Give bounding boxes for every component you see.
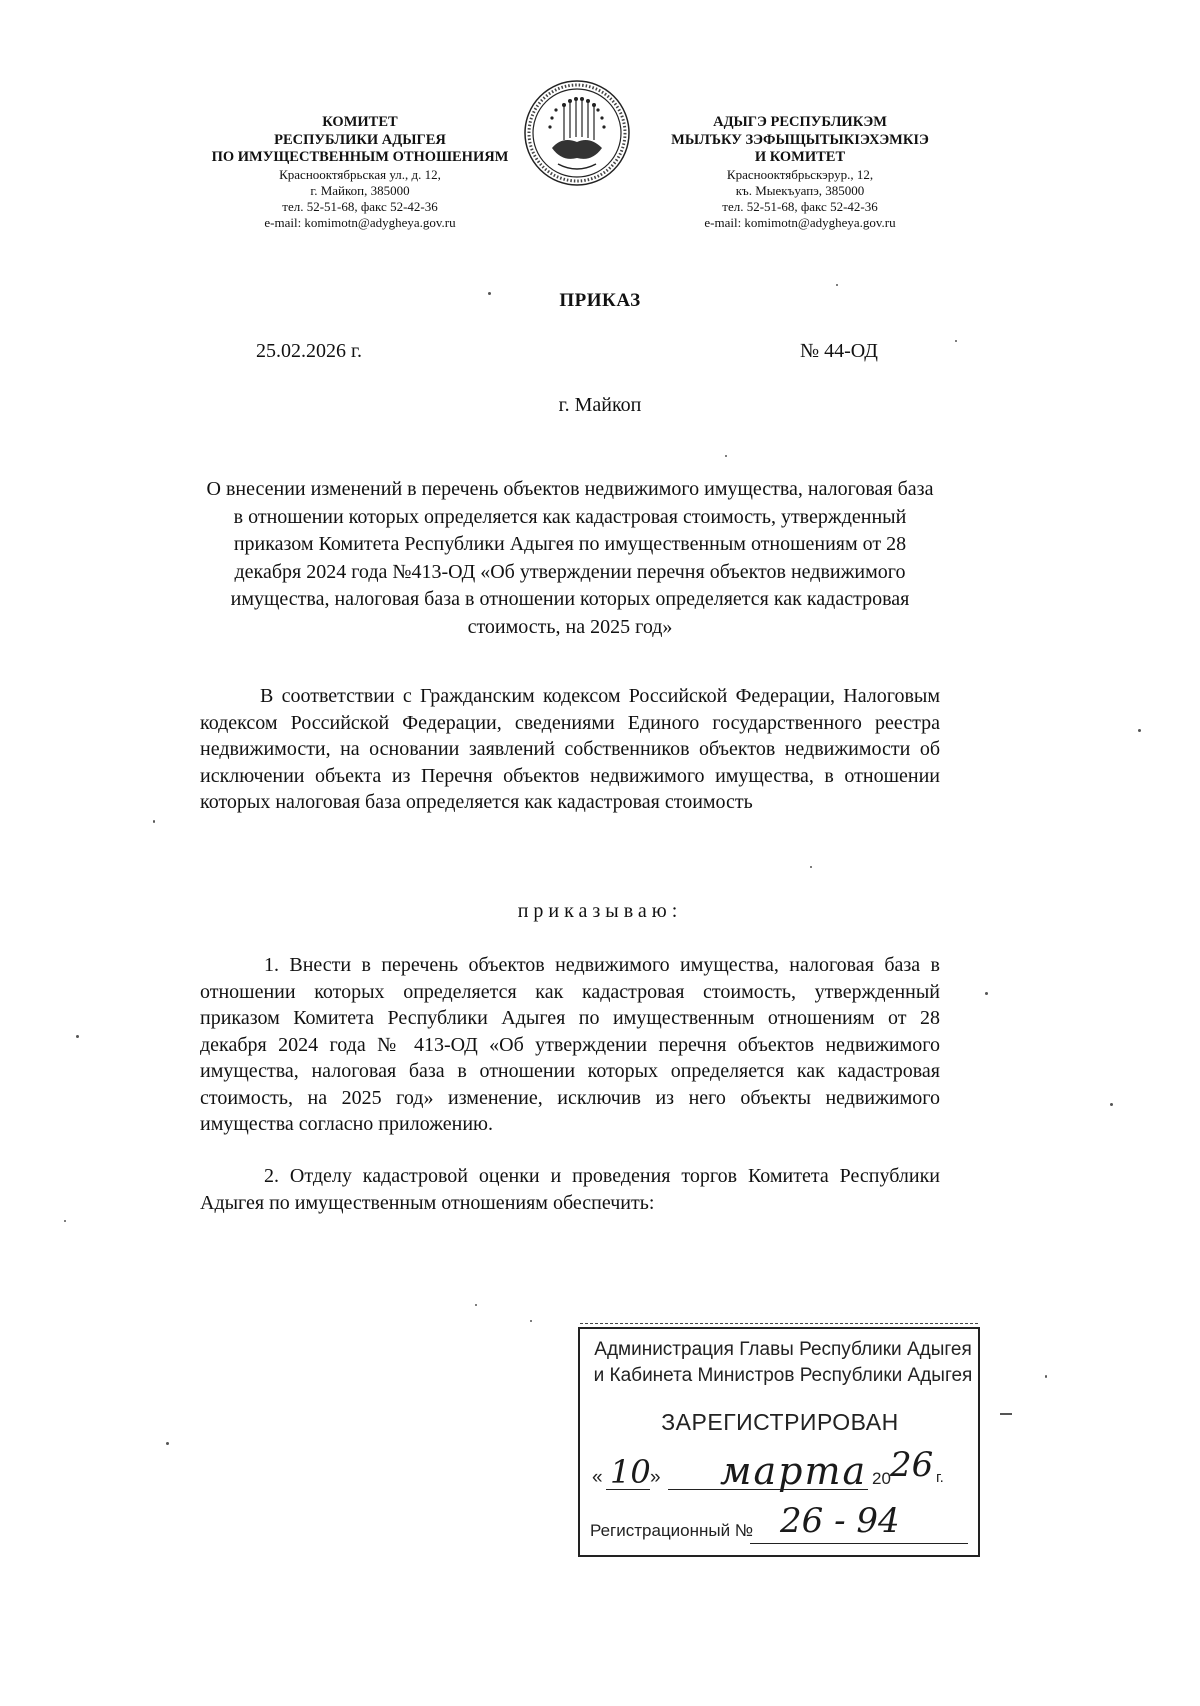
scan-speck bbox=[810, 866, 812, 868]
scan-speck bbox=[530, 1320, 532, 1322]
stamp-org-line1: Администрация Главы Республики Адыгея bbox=[594, 1339, 972, 1360]
stamp-quote-close: » bbox=[650, 1467, 661, 1488]
right-header-line1: АДЫГЭ РЕСПУБЛИКЭМ bbox=[713, 114, 887, 130]
stamp-registered-label: ЗАРЕГИСТРИРОВАН bbox=[661, 1409, 899, 1435]
right-header-address2: къ. Мыекъуапэ, 385000 bbox=[735, 182, 865, 198]
stamp-org-line2: и Кабинета Министров Республики Адыгея bbox=[593, 1365, 973, 1386]
left-header-line1: КОМИТЕТ bbox=[322, 114, 398, 130]
document-subject: О внесении изменений в перечень объектов недвижимого имущества, налоговая база в отношении которых определяется как кадастровая стоимость, утвержденный приказом Комитета Республики Адыгея по имущественным отношениям от 28 декабря 2024 года №413-ОД «Об утверждении перечня объектов недвижимого имущества, налоговая база в отношении которых определяется как кадастровая стоимость, на 2025 год» bbox=[206, 478, 934, 638]
scan-speck bbox=[725, 455, 727, 457]
right-header-address1: Краснооктябрьскэрур., 12, bbox=[726, 167, 874, 183]
order-item-1: 1. Внести в перечень объектов недвижимого имущества, налоговая база в отношении которых определяется как кадастровая стоимость, утвержденный приказом Комитета Республики Адыгея по имущественным отношениям от 28 декабря 2024 года № 413-ОД «Об утверждении перечня объектов недвижимого имущества, налоговая база в отношении которых определяется как кадастровая стоимость, на 2025 год» изменение, исключив из него объекты недвижимого имущества согласно приложению. bbox=[200, 954, 940, 1135]
left-header-line2: РЕСПУБЛИКИ АДЫГЕЯ bbox=[274, 131, 446, 148]
left-header-phone: тел. 52-51-68, факс 52-42-36 bbox=[282, 198, 438, 214]
document-date: 25.02.2026 г. bbox=[256, 340, 362, 362]
stamp-reg-label: Регистрационный № bbox=[590, 1521, 754, 1540]
stamp-year-unit: г. bbox=[936, 1469, 944, 1486]
scan-speck bbox=[1000, 1413, 1012, 1415]
right-header-line2: МЫЛЪКУ ЗЭФЫЩЫТЫКІЭХЭМКІЭ bbox=[671, 131, 929, 148]
document-number: № 44-ОД bbox=[800, 340, 878, 362]
right-header-block bbox=[640, 114, 960, 231]
scan-speck bbox=[1138, 729, 1141, 732]
scan-speck bbox=[1110, 1103, 1113, 1106]
scan-speck bbox=[955, 340, 957, 342]
order-word: приказываю: bbox=[517, 900, 683, 922]
stamp-day-underline bbox=[606, 1489, 650, 1490]
left-header-block bbox=[195, 114, 525, 231]
left-header-address2: г. Майкоп, 385000 bbox=[310, 182, 410, 198]
stamp-day-handwritten: 10 bbox=[610, 1453, 651, 1491]
scan-speck bbox=[64, 1220, 66, 1222]
stamp-reg-underline bbox=[750, 1543, 968, 1544]
registration-stamp bbox=[578, 1327, 980, 1557]
coat-of-arms-emblem bbox=[522, 78, 632, 188]
scan-speck bbox=[836, 284, 838, 286]
scan-speck bbox=[1045, 1375, 1047, 1378]
document-city: г. Майкоп bbox=[558, 394, 642, 416]
scan-speck bbox=[76, 1035, 79, 1038]
scan-speck bbox=[166, 1442, 169, 1445]
left-header-address1: Краснооктябрьская ул., д. 12, bbox=[279, 167, 441, 183]
stamp-reg-number-handwritten: 26 - 94 bbox=[780, 1501, 900, 1541]
scan-speck bbox=[488, 292, 491, 295]
left-header-line3: ПО ИМУЩЕСТВЕННЫМ ОТНОШЕНИЯМ bbox=[211, 149, 509, 166]
document-title: ПРИКАЗ bbox=[559, 290, 641, 311]
stamp-month-handwritten: марта bbox=[720, 1449, 868, 1493]
scan-speck bbox=[985, 992, 988, 995]
scan-speck bbox=[153, 820, 155, 823]
stamp-year-handwritten: 26 bbox=[890, 1445, 934, 1485]
scan-speck bbox=[475, 1304, 477, 1306]
stamp-year-prefix: 20 bbox=[872, 1469, 891, 1488]
right-header-phone: тел. 52-51-68, факс 52-42-36 bbox=[722, 198, 878, 214]
stamp-quote-open: « bbox=[592, 1467, 603, 1488]
right-header-line3: И КОМИТЕТ bbox=[754, 149, 846, 166]
left-header-email: e-mail: komimotn@adygheya.gov.ru bbox=[264, 214, 456, 230]
preamble-paragraph: В соответствии с Гражданским кодексом Российской Федерации, Налоговым кодексом Российской Федерации, сведениями Единого государственного реестра недвижимости, на основании заявлений собственников объектов недвижимости об исключении объекта из Перечня объектов недвижимого имущества, в отношении которых налоговая база определяется как кадастровая стоимость bbox=[200, 685, 940, 813]
stamp-top-edge bbox=[580, 1323, 978, 1324]
order-item-2: 2. Отделу кадастровой оценки и проведения торгов Комитета Республики Адыгея по имущественным отношениям обеспечить: bbox=[200, 1165, 940, 1214]
stamp-month-underline bbox=[668, 1489, 868, 1490]
right-header-email: e-mail: komimotn@adygheya.gov.ru bbox=[704, 214, 896, 230]
